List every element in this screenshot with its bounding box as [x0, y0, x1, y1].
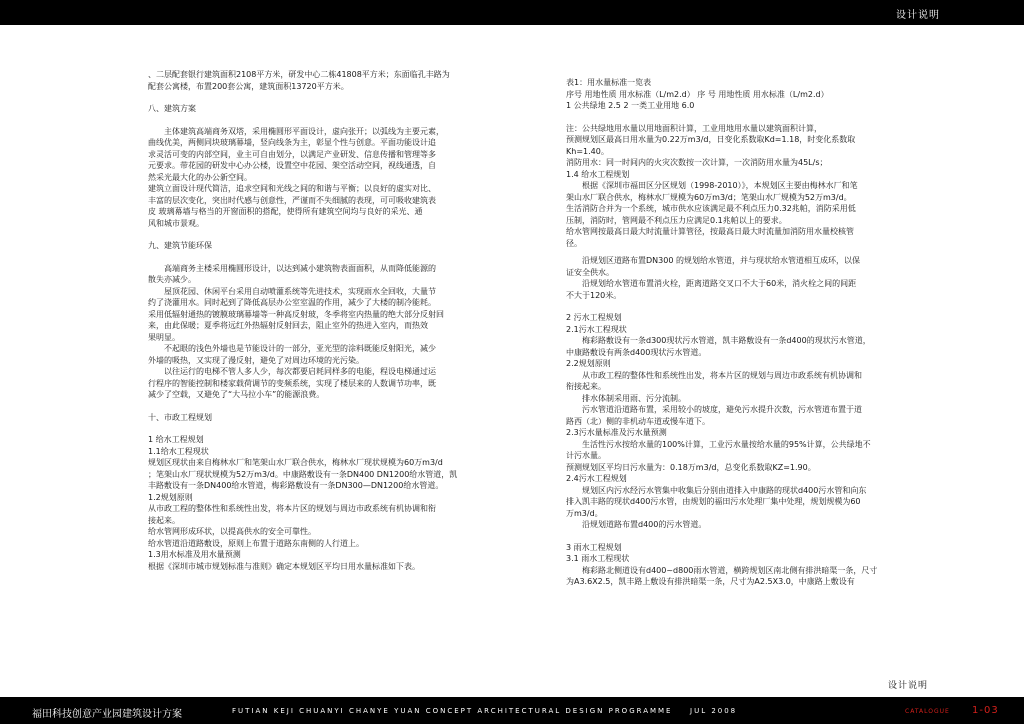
text-line: 预测规划区平均日污水量为：0.18万m3/d，总变化系数取KZ=1.90。 [566, 462, 816, 472]
text-line: 九、建筑节能环保 [148, 241, 212, 250]
text-line: 求灵活可变的内部空间，业主可自由划分，以满足产业研发、信息传播和管理等多 [148, 149, 436, 159]
text-line: 十、市政工程规划 [148, 412, 212, 422]
footer-section-label: 设计说明 [888, 681, 929, 691]
text-line: ；笔架山水厂现状规模为52万m3/d。中康路敷设有一条DN400 DN1200给水管道，凯 [148, 469, 458, 479]
text-line: 1.4 给水工程规划 [566, 169, 630, 179]
text-line: 预测规划区最高日用水量为0.22万m3/d，日变化系数取Kd=1.18，时变化系数取 [566, 135, 856, 144]
text-line: 皮 玻璃幕墙与格当的开窗面积的搭配，使得所有建筑空间均与良好的采光、通 [148, 207, 423, 216]
text-line: 从市政工程的整体性和系统性出发，将本片区的规划与周边市政系统有机协调和 [582, 370, 862, 380]
text-line: 配套公寓楼，布置200套公寓，建筑面积13720平方米。 [148, 81, 349, 91]
text-line: 以往运行的电梯不管人多人少，每次都要启耗同样多的电能，程设电梯通过运 [164, 367, 436, 376]
text-line: 果明显。 [148, 332, 180, 342]
left-text-column [148, 69, 518, 572]
text-line: 1 给水工程规划 [148, 435, 204, 444]
text-line: 证安全供水。 [566, 267, 614, 277]
catalogue-label: CATALOGUE [905, 708, 950, 715]
text-line: 污水管道沿道路布置，采用较小的坡度，避免污水提升次数，污水管道布置于道 [582, 405, 862, 414]
text-line: 、二层配套银行建筑面积2108平方米，研发中心二栋41808平方米；东面临孔丰路为 [148, 70, 450, 79]
text-line: 为A3.6X2.5，凯丰路上敷设有排洪暗渠一条，尺寸为A2.5X3.0，中康路上敷设有 [566, 577, 855, 586]
text-line: 表1：用水量标准一览表 [566, 78, 652, 87]
text-line: 排入凯丰路的现状d400污水管，由规划的福田污水处理厂集中处理，规划规模为60 [566, 497, 861, 506]
text-line: 给水管网按最高日最大时流量计算管径，按最高日最大时流量加消防用水量校核管 [566, 227, 854, 236]
text-line [566, 531, 942, 542]
text-line: 风和城市景观。 [148, 218, 204, 228]
text-line: 给水管网形成环状，以提高供水的安全可靠性。 [148, 527, 316, 536]
project-title-cn: 福田科技创意产业园建筑设计方案 [32, 709, 182, 720]
text-line: 径。 [566, 238, 582, 248]
text-line: 约了浇灌用水。同时起到了降低高层办公室室温的作用，减少了大楼的制冷能耗。 [148, 298, 436, 307]
text-line: 中康路敷设有两条d400现状污水管道。 [566, 347, 707, 357]
text-line: 3 雨水工程规划 [566, 542, 622, 552]
text-line: 万m3/d。 [566, 508, 603, 518]
header-title: 设计说明 [896, 10, 940, 21]
text-line: 根据《深圳市城市规划标准与准则》确定本规划区平均日用水量标准如下表。 [148, 561, 420, 571]
text-line: 然采光最大化的办公新空间。 [148, 172, 252, 182]
right-text-column [566, 77, 942, 588]
text-line: 屋顶花园、休闲平台采用自动喷灌系统等先进技术，实现雨水全回收，大量节 [164, 286, 436, 296]
text-line: 2.1污水工程现状 [566, 324, 627, 334]
text-line: 生活消防合并为一个系统，城市供水应该满足最不利点压力0.32兆帕，消防采用低 [566, 204, 856, 213]
project-date: JUL 2008 [690, 707, 738, 715]
text-line [566, 301, 942, 312]
text-line: 元要求。带花园的研发中心办公楼，设置空中花园、架空活动空间，视线通透，自 [148, 161, 436, 170]
text-line: 外墙的吸热，又实现了漫反射，避免了对周边环境的光污染。 [148, 355, 364, 365]
document-page [0, 25, 1024, 697]
text-line: 3.1 雨水工程现状 [566, 554, 630, 563]
text-line [148, 401, 518, 412]
text-line: 序号 用地性质 用水标准（L/m2.d） 序 号 用地性质 用水标准（L/m2.d） [566, 89, 829, 99]
text-line: 接起来。 [148, 515, 180, 525]
text-line: 丰富的层次变化，突出时代感与创意性，严谨而不失细腻的表现，可可吸收建筑表 [148, 195, 436, 205]
text-line [566, 112, 942, 123]
text-line: 不起眼的浅色外墙也是节能设计的一部分，亚光型的涂料既能反射阳光，减少 [164, 344, 436, 353]
text-line: 1.2规划原则 [148, 492, 193, 502]
text-line: 采用低辐射通热的镀膜玻璃幕墙等一种高反射玻，冬季将室内热量的绝大部分反射回 [148, 309, 444, 319]
text-line: 建筑立面设计现代简洁，追求空间和光线之间的和谐与平衡；以良好的虚实对比、 [148, 184, 436, 193]
text-line: 2.3污水量标准及污水量预测 [566, 428, 667, 437]
text-line: 主体建筑高端商务双塔，采用椭圆形平面设计，虚向张开；以弧线为主要元素， [164, 126, 444, 136]
text-line: 来，由此保暖；夏季将远红外热辐射反射回去，阻止室外的热进入室内，而热效 [148, 321, 428, 330]
text-line: 沿规划区道路布置DN300 的规划给水管道，并与现状给水管道相互成环，以保 [582, 256, 860, 265]
text-line: 给水管道沿道路敷设，原则上布置于道路东南侧的人行道上。 [148, 538, 364, 548]
text-line: 规划区现状由来自梅林水厂和笔架山水厂联合供水，梅林水厂现状规模为60万m3/d [148, 458, 443, 467]
text-line: 曲线优美，两侧同块玻璃幕墙，竖向线条为主，彰显个性与创意。平面功能设计追 [148, 138, 436, 147]
text-line: 消防用水：同一时间内的火灾次数按一次计算，一次消防用水量为45L/s； [566, 158, 828, 167]
text-line: 根据《深圳市福田区分区规划（1998-2010）》，本规划区主要由梅林水厂和笔 [582, 181, 858, 190]
text-line: 架山水厂联合供水，梅林水厂规模为60万m3/d；笔架山水厂规模为52万m3/d。 [566, 192, 852, 202]
text-line: 衔接起来。 [566, 382, 606, 391]
text-line: 排水体制采用雨、污分流制。 [582, 393, 686, 403]
text-line: 沿规划道路布置d400的污水管道。 [582, 520, 707, 529]
text-line: 压制，消防时，管网最不利点压力应满足0.1兆帕以上的要求。 [566, 215, 787, 225]
text-line [148, 252, 518, 263]
bottom-bar [0, 697, 1024, 724]
text-line: Kh=1.40。 [566, 146, 609, 156]
text-line: 1 公共绿地 2.5 2 一类工业用地 6.0 [566, 101, 695, 110]
top-bar [0, 0, 1024, 25]
text-line: 高端商务主楼采用椭圆形设计，以达到减小建筑物表面面积，从而降低能源的 [164, 263, 436, 273]
text-line: 1.3用水标准及用水量预测 [148, 550, 241, 559]
text-line [148, 229, 518, 240]
text-line: 从市政工程的整体性和系统性出发，将本片区的规划与周边市政系统有机协调和衔 [148, 504, 436, 513]
text-line: 2.4污水工程规划 [566, 474, 627, 483]
text-line: 2 污水工程规划 [566, 313, 622, 322]
text-line [148, 92, 518, 103]
page-number: 1-03 [972, 705, 999, 716]
text-line: 梅彩路北侧道设有d400~d800雨水管道，横跨规划区南北侧有排洪暗渠一条，尺寸 [582, 565, 878, 575]
text-line: 八、建筑方案 [148, 104, 196, 113]
text-line: 沿规划给水管道布置消火栓，距离道路交叉口不大于60米，消火栓之间的间距 [582, 279, 857, 288]
text-line: 2.2规划原则 [566, 359, 611, 368]
text-line: 1.1给水工程现状 [148, 446, 209, 456]
text-line: 梅彩路敷设有一条d300现状污水管道，凯丰路敷设有一条d400的现状污水管道， [582, 336, 871, 345]
text-line: 丰路敷设有一条DN400给水管道，梅彩路敷设有一条DN300—DN1200给水管道。 [148, 481, 444, 490]
text-line [148, 423, 518, 434]
text-line: 散失亦减少。 [148, 275, 196, 284]
text-line: 生活性污水按给水量的100%计算，工业污水量按给水量的95%计算，公共绿地不 [582, 439, 871, 449]
text-line [148, 115, 518, 126]
text-line: 减少了空载，又避免了“大马拉小车”的能源浪费。 [148, 390, 325, 399]
text-line: 注：公共绿地用水量以用地面积计算，工业用地用水量以建筑面积计算， [566, 123, 822, 133]
text-line: 规划区内污水经污水管集中收集后分别由道排入中康路的现状d400污水管和向东 [582, 485, 867, 495]
text-line: 计污水量。 [566, 451, 606, 460]
text-line: 不大于120米。 [566, 290, 622, 300]
text-line: 路西（北）侧的非机动车道或慢车道下。 [566, 416, 710, 426]
project-title-en: FUTIAN KEJI CHUANYI CHANYE YUAN CONCEPT ARCHITECTURAL DESIGN PROGRAMME [232, 707, 673, 715]
text-line: 行程序的智能控制和楼家载荷调节的变频系统，实现了楼层来的人数调节功率，既 [148, 378, 436, 388]
